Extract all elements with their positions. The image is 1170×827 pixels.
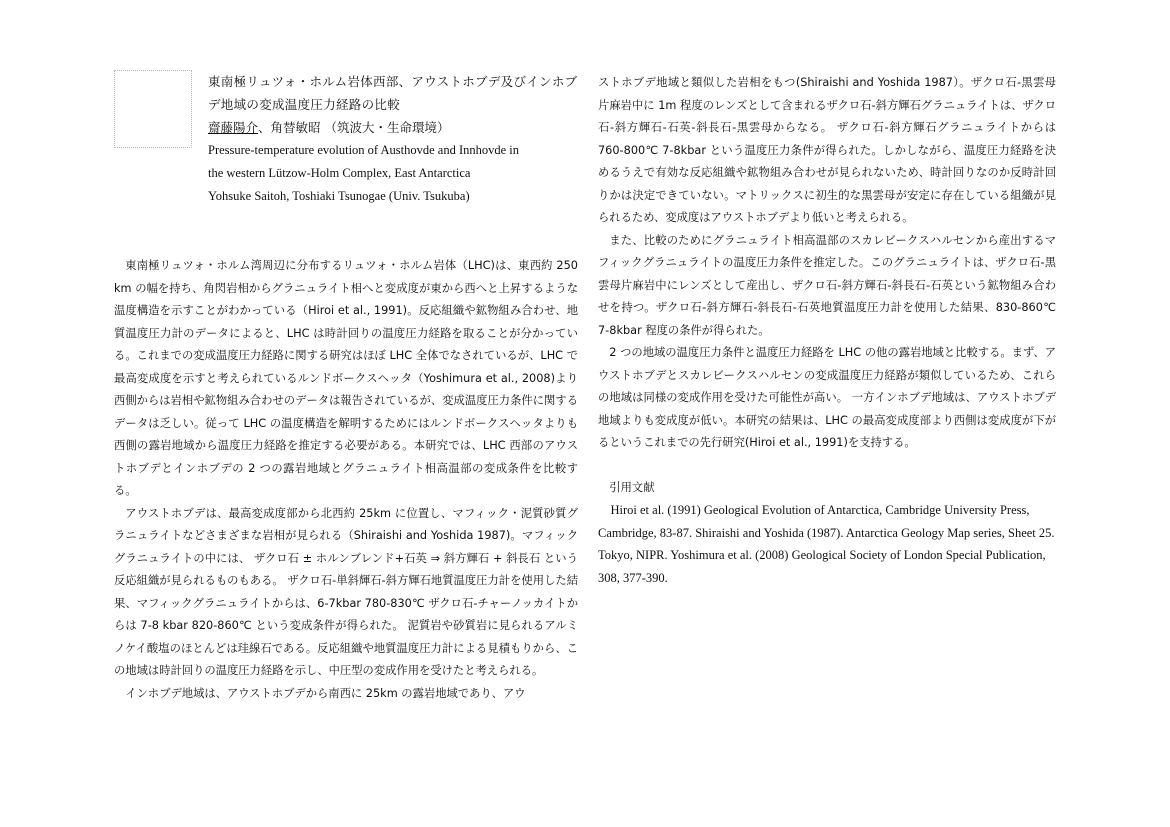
left-column xyxy=(114,255,578,705)
authors-en: Yohsuke Saitoh, Toshiaki Tsunogae (Univ. Tsukuba) xyxy=(208,189,470,203)
paragraph-austhovde: アウストホブデは、最高変成度部から北西約 25km に位置し、マフィック・泥質砂質グラニュライトなどさまざまな岩相が見られる（Shiraishi and Yoshida 1987)。マフィックグラニュライトの中には、 ザクロ石 ± ホルンブレンド+石英 ⇒ 斜方輝石 + 斜長石 という反応組織が見られるものもある。 ザクロ石-単斜輝石-斜方輝石地質温度圧力計を使用した結果、マフィックグラニュライトからは、6-7kbar 780-830℃ ザクロ石-チャーノッカイトからは 7-8 kbar 820-860℃ という変成条件が得られた。 泥質岩や砂質岩に見られるアルミノケイ酸塩のほとんどは珪線石である。反応組織や地質温度圧力計による見積もりから、この地域は時計回りの温度圧力経路を示し、中圧型の変成作用を受けたと考えられる。 xyxy=(114,506,578,677)
title-jp: 東南極リュツォ・ホルム岩体西部、アウストホブデ及びインホブデ地域の変成温度圧力経路の比較 xyxy=(208,74,578,112)
paragraph-skallevikshalsen: また、比較のためにグラニュライト相高温部のスカレビークスハルセンから産出するマフィックグラニュライトの温度圧力条件を推定した。このグラニュライトは、ザクロ石-黒雲母片麻岩中にレンズとして産出し、ザクロ石-斜方輝石-斜長石-石英という鉱物組み合わせを持つ。ザクロ石-斜方輝石-斜長石-石英地質温度圧力計を使用した結果、830-860℃ 7-8kbar 程度の条件が得られた。 xyxy=(598,233,1056,337)
paragraph-comparison: 2 つの地域の温度圧力条件と温度圧力経路を LHC の他の露岩地域と比較する。まず、アウストホブデとスカレビークスハルセンの変成温度圧力経路が類似しているため、これらの地域は同様の変成作用を受けた可能性が高い。 一方インホブデ地域は、アウストホブデ地域よりも変成度が低い。本研究の結果は、LHC の最高変成度部より西側は変成度が下がるというこれまでの先行研究(Hiroi et al., 1991)を支持する。 xyxy=(598,346,1056,449)
paragraph-innhovde-cont: ストホブデ地域と類似した岩相をもつ(Shiraishi and Yoshida 1987）。ザクロ石-黒雲母片麻岩中に 1m 程度のレンズとして含まれるザクロ石-斜方輝石グラニュライトは、ザクロ石-斜方輝石-石英-斜長石-黒雲母からなる。 ザクロ石-斜方輝石グラニュライトからは 760-800℃ 7-8kbar という温度圧力条件が得られた。しかしながら、温度圧力経路を決めるうえで有効な反応組織や鉱物組み合わせが見られないため、時計回りなのか反時計回りかは決定できていない。マトリックスに初生的な黒雲母が安定に存在している組織が見られるため、変成度はアウストホブデより低いと考えられる。 xyxy=(598,76,1056,224)
paragraph-innhovde-start: インホブデ地域は、アウストホブデから南西に 25km の露岩地域であり、アウ xyxy=(125,686,526,700)
authors-jp xyxy=(208,116,578,139)
other-authors: 、角替敏昭 （筑波大・生命環境） xyxy=(258,120,450,135)
references-section xyxy=(598,477,1056,590)
references-list: Hiroi et al. (1991) Geological Evolution of Antarctica, Cambridge University Press, Cambridge, 83-87. Shiraishi and Yoshida (1987). Antarctica Geology Map series, Sheet 25. Tokyo, NIPR. Yoshimura et al. (2008) Geological Society of London Special Publication, 308, 377-390. xyxy=(598,503,1055,585)
references-title: 引用文献 xyxy=(609,480,655,494)
title-block xyxy=(208,70,578,208)
first-author: 齋藤陽介 xyxy=(208,120,259,135)
paragraph-intro: 東南極リュツォ・ホルム湾周辺に分布するリュツォ・ホルム岩体（LHC)は、東西約 250 km の幅を持ち、角閃岩相からグラニュライト相へと変成度が東から西へと上昇するような温度構造を示すことがわかっている（Hiroi et al., 1991)。反応組織や鉱物組み合わせ、地質温度圧力計のデータによると、LHC は時計回りの温度圧力経路を取ることが分かっている。これまでの変成温度圧力経路に関する研究はほぼ LHC 全体でなされているが、LHC で最高変成度を示すと考えられているルンドボークスヘッタ（Yoshimura et al., 2008)より西側からは岩相や鉱物組み合わせのデータは報告されているが、変成温度圧力条件に関するデータは乏しい。従って LHC の温度構造を解明するためにはルンドボークスヘッタよりも西側の露岩地域から温度圧力経路を推定する必要がある。本研究では、LHC 西部のアウストホブデとインホブデの 2 つの露岩地域とグラニュライト相高温部の変成条件を比較する。 xyxy=(114,259,578,497)
title-en-line1: Pressure-temperature evolution of Austhovde and Innhovde in xyxy=(208,143,520,157)
right-column xyxy=(598,72,1056,589)
title-en-line2: the western Lützow-Holm Complex, East Antarctica xyxy=(208,166,471,180)
logo-placeholder xyxy=(114,70,192,148)
